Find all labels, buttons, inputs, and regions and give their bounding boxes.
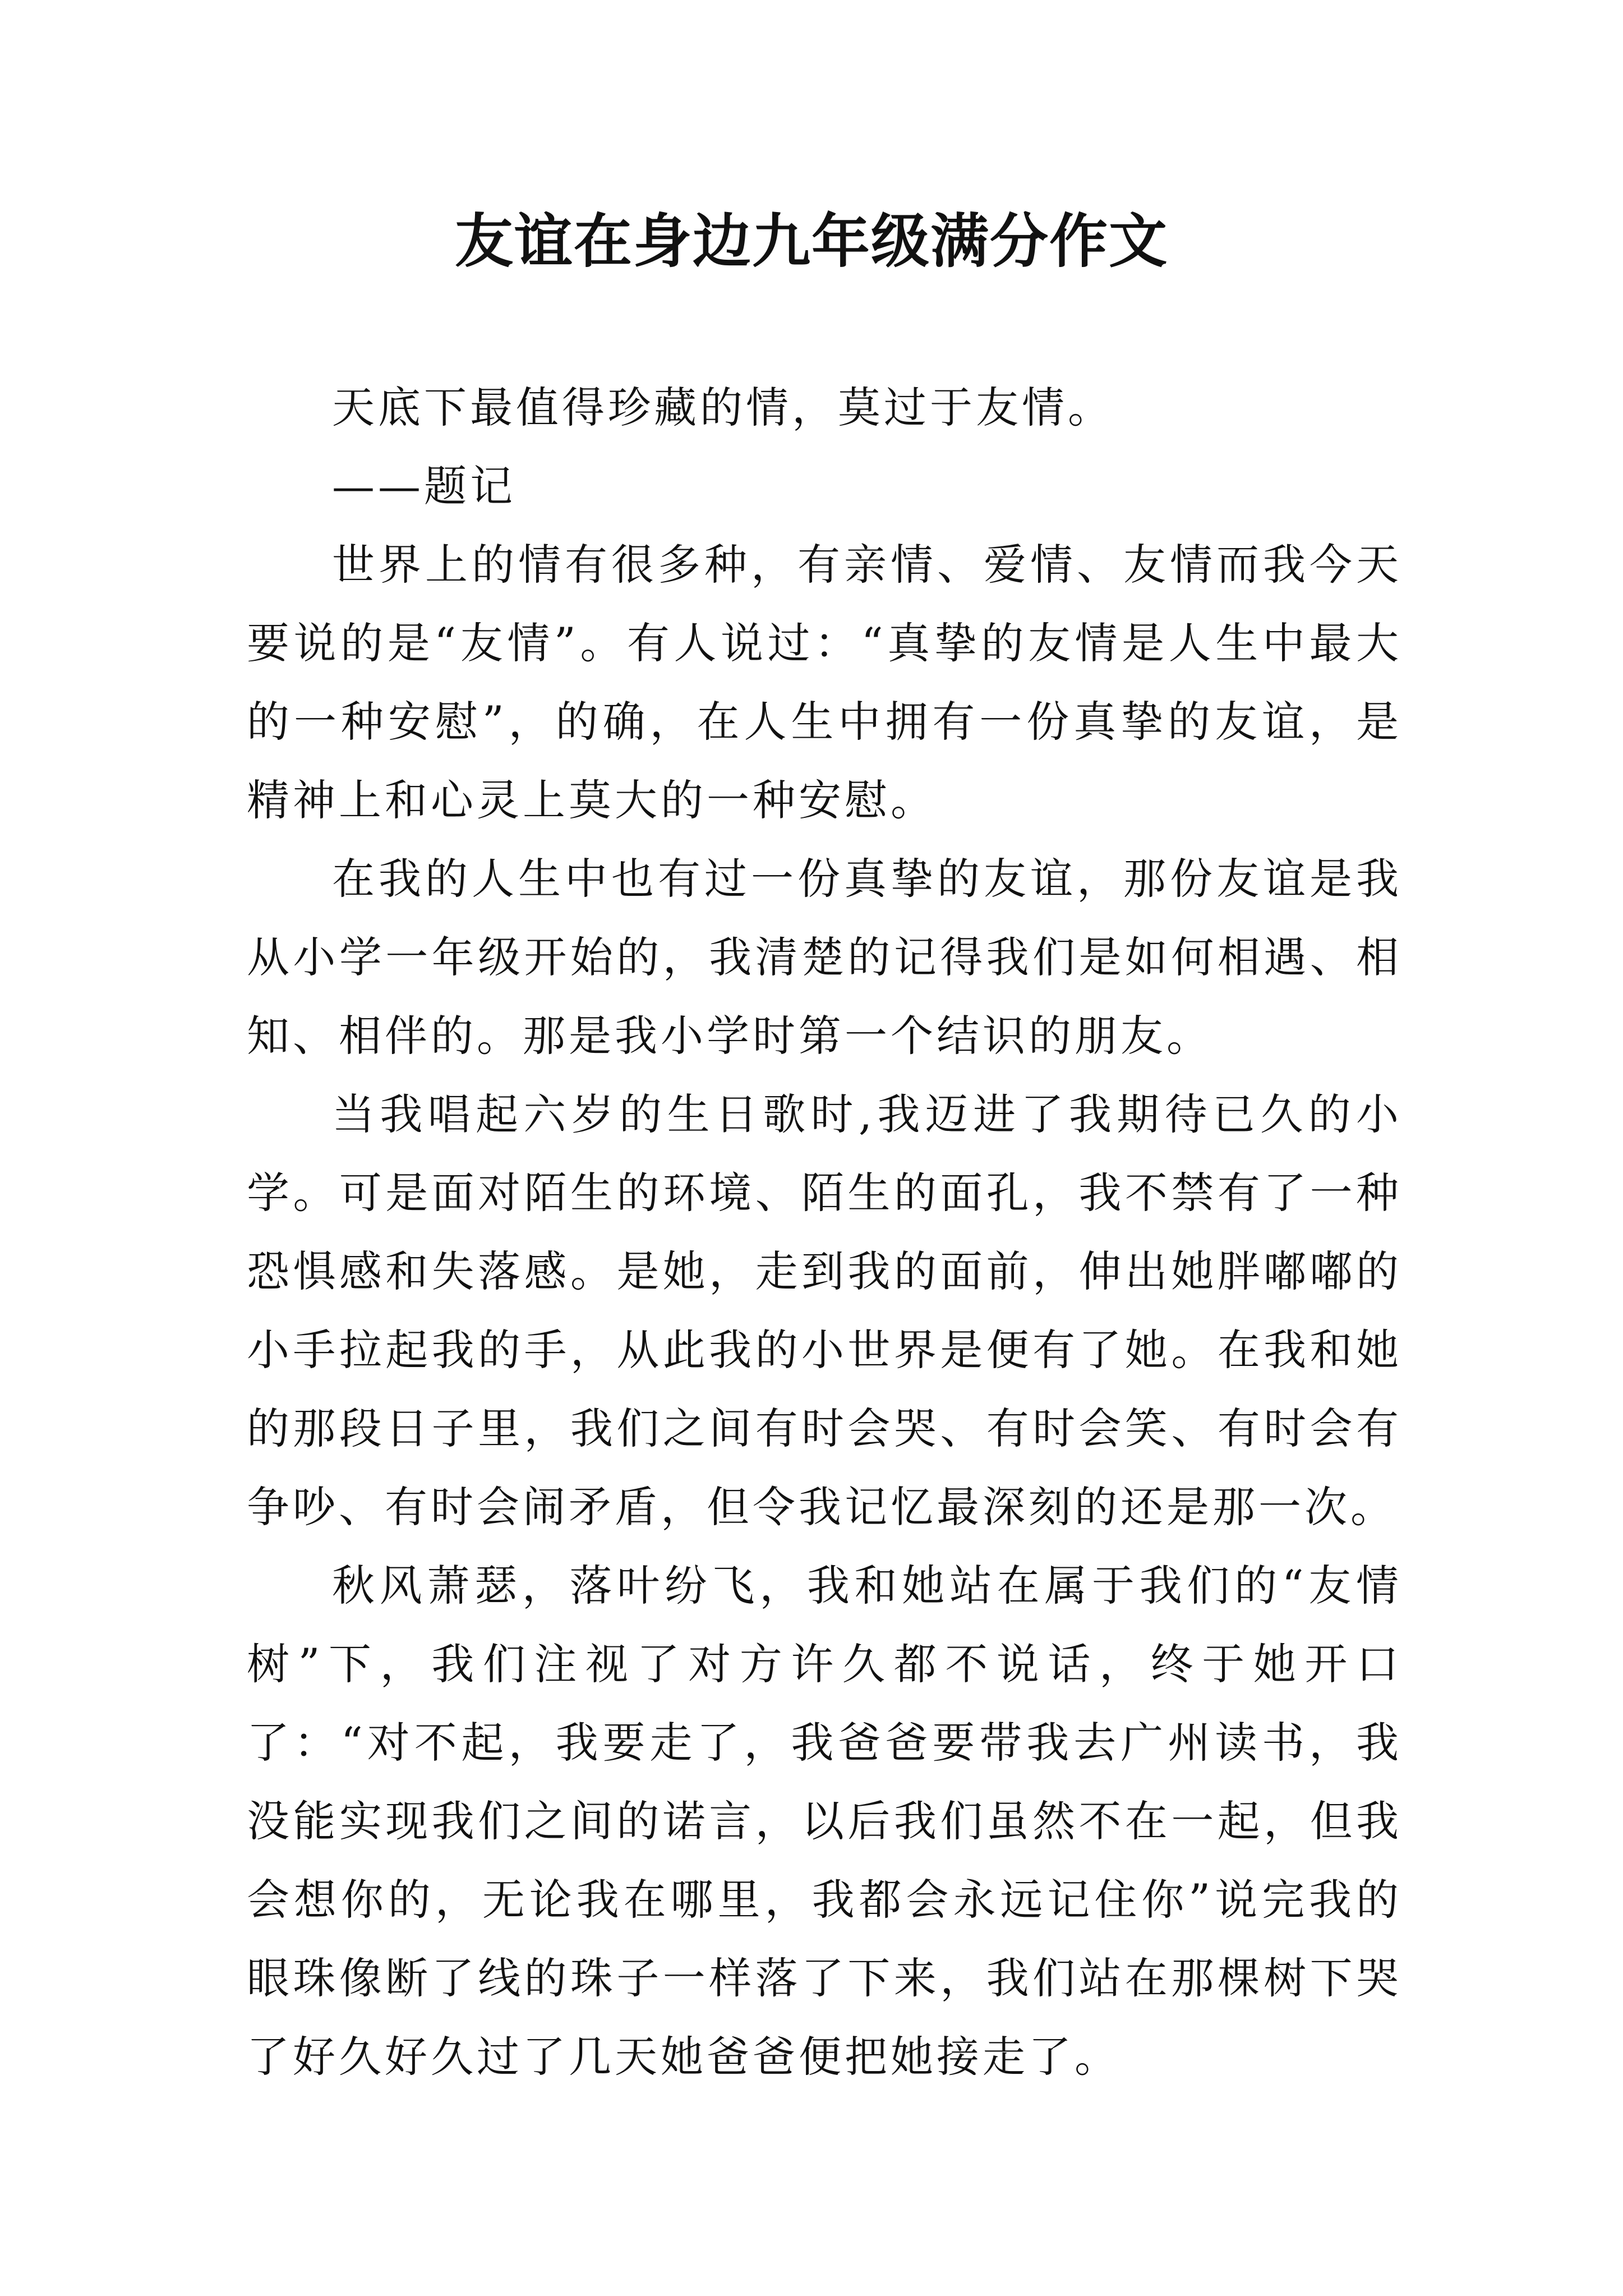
paragraph-epigraph-attribution: ——题记 <box>332 461 516 511</box>
document-title: 友谊在身边九年级满分作文 <box>454 206 1168 275</box>
document-body <box>247 369 1402 2096</box>
paragraph-friendship-start: 在我的人生中也有过一份真挚的友谊，那份友谊是我从小学一年级开始的，我清楚的记得我们是如何相遇、相知、相伴的。那是我小学时第一个结识的朋友。 <box>247 854 1402 1061</box>
paragraph-first-meeting: 当我唱起六岁的生日歌时,我迈进了我期待已久的小学。可是面对陌生的环境、陌生的面孔，我不禁有了一种恐惧感和失落感。是她，走到我的面前，伸出她胖嘟嘟的小手拉起我的手，从此我的小世界是便有了她。在我和她的那段日子里，我们之间有时会哭、有时会笑、有时会有争吵、有时会闹矛盾，但令我记忆最深刻的还是那一次。 <box>247 1089 1402 1532</box>
paragraph-epigraph: 天底下最值得珍藏的情，莫过于友情。 <box>332 383 1114 432</box>
paragraph-intro: 世界上的情有很多种，有亲情、爱情、友情而我今天要说的是“友情”。有人说过：“真挚的友情是人生中最大的一种安慰”，的确，在人生中拥有一份真挚的友谊，是精神上和心灵上莫大的一种安慰。 <box>247 540 1402 825</box>
paragraph-farewell: 秋风萧瑟，落叶纷飞，我和她站在属于我们的“友情树”下，我们注视了对方许久都不说话，终于她开口了：“对不起，我要走了，我爸爸要带我去广州读书，我没能实现我们之间的诺言，以后我们虽然不在一起，但我会想你的，无论我在哪里，我都会永远记住你”说完我的眼珠像断了线的珠子一样落了下来，我们站在那棵树下哭了好久好久过了几天她爸爸便把她接走了。 <box>247 1561 1402 2082</box>
